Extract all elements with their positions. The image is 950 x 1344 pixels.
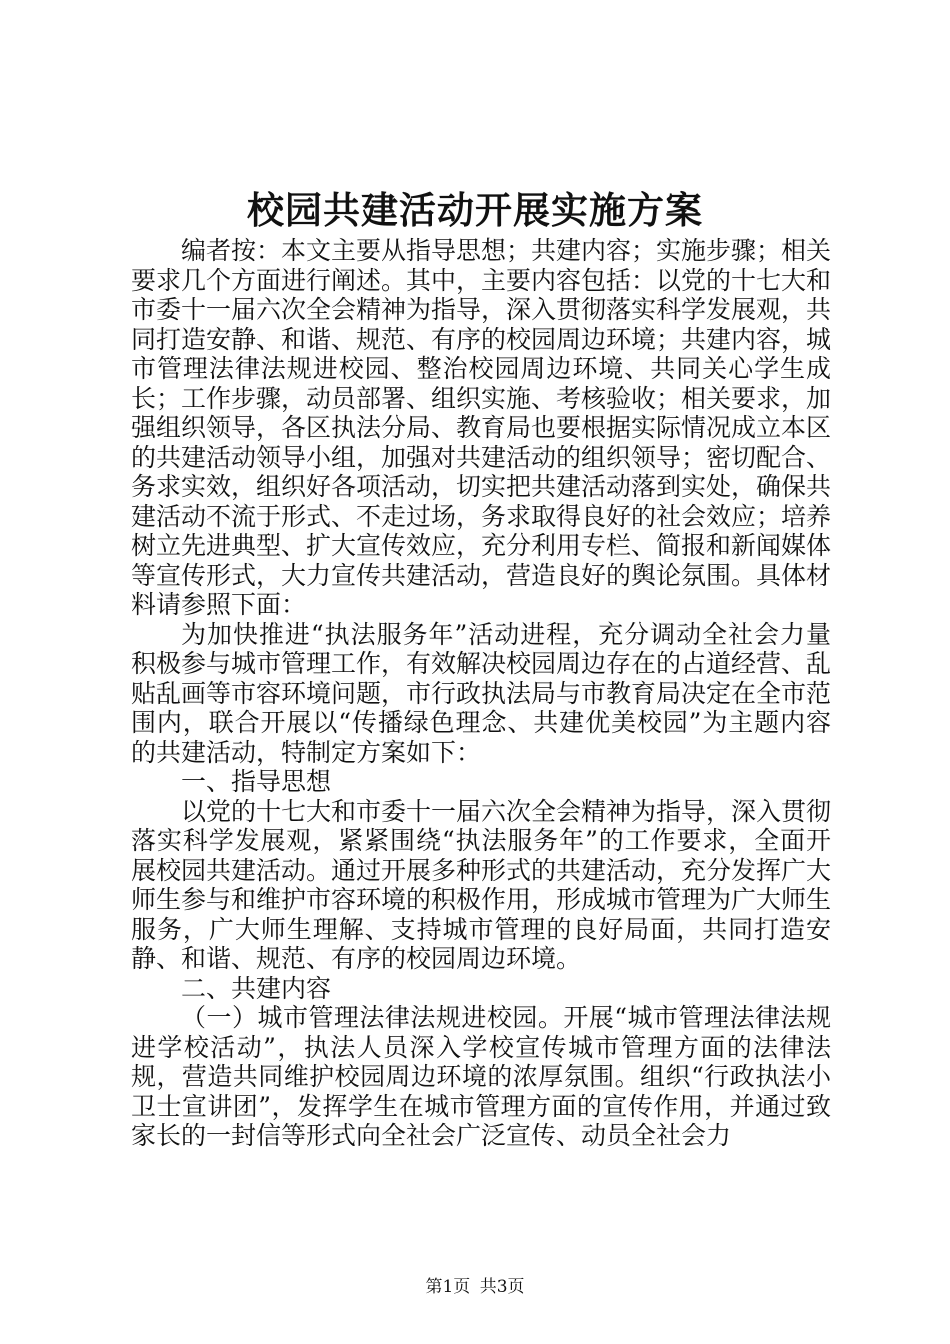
section-heading-joint-content: 二、共建内容 bbox=[181, 973, 332, 1003]
document-title: 校园共建活动开展实施方案 bbox=[247, 188, 703, 232]
editor-note-paragraph: 编者按：本文主要从指导思想；共建内容；实施步骤；相关要求几个方面进行阐述。其中，主要内容包括：以党的十七大和市委十一届六次全会精神为指导，深入贯彻落实科学发展观，共同打造安静、和谐、规范、有序的校园周边环境；共建内容，城市管理法律法规进校园、整治校园周边环境、共同关心学生成长；工作步骤，动员部署、组织实施、考核验收；相关要求，加强组织领导，各区执法分局、教育局也要根据实际情况成立本区的共建活动领导小组，加强对共建活动的组织领导；密切配合、务求实效，组织好各项活动，切实把共建活动落到实处，确保共建活动不流于形式、不走过场，务求取得良好的社会效应；培养树立先进典型、扩大宣传效应，充分利用专栏、简报和新闻媒体等宣传形式，大力宣传共建活动，营造良好的舆论氛围。具体材料请参照下面： bbox=[131, 236, 832, 619]
guiding-ideology-paragraph: 以党的十七大和市委十一届六次全会精神为指导，深入贯彻落实科学发展观，紧紧围绕“执法服务年”的工作要求，全面开展校园共建活动。通过开展多种形式的共建活动，充分发挥广大师生参与和维护市容环境的积极作用，形成城市管理为广大师生服务，广大师生理解、支持城市管理的良好局面，共同打造安静、和谐、规范、有序的校园周边环境。 bbox=[131, 796, 832, 973]
joint-content-paragraph-1: （一）城市管理法律法规进校园。开展“城市管理法律法规进学校活动”，执法人员深入学校宣传城市管理方面的法律法规，营造共同维护校园周边环境的浓厚氛围。组织“行政执法小卫士宣讲团”，发挥学生在城市管理方面的宣传作用，并通过致家长的一封信等形式向全社会广泛宣传、动员全社会力 bbox=[131, 1003, 831, 1150]
page-footer bbox=[0, 1275, 950, 1299]
page-total: 共3页 bbox=[479, 1277, 525, 1297]
section-heading-guiding-ideology: 一、指导思想 bbox=[181, 767, 332, 796]
intro-paragraph: 为加快推进“执法服务年”活动进程，充分调动全社会力量积极参与城市管理工作，有效解决校园周边存在的占道经营、乱贴乱画等市容环境问题，市行政执法局与市教育局决定在全市范围内，联合开展以“传播绿色理念、共建优美校园”为主题内容的共建活动，特制定方案如下： bbox=[131, 619, 832, 767]
document-body bbox=[131, 236, 831, 1151]
page-number: 第1页 bbox=[425, 1277, 471, 1297]
